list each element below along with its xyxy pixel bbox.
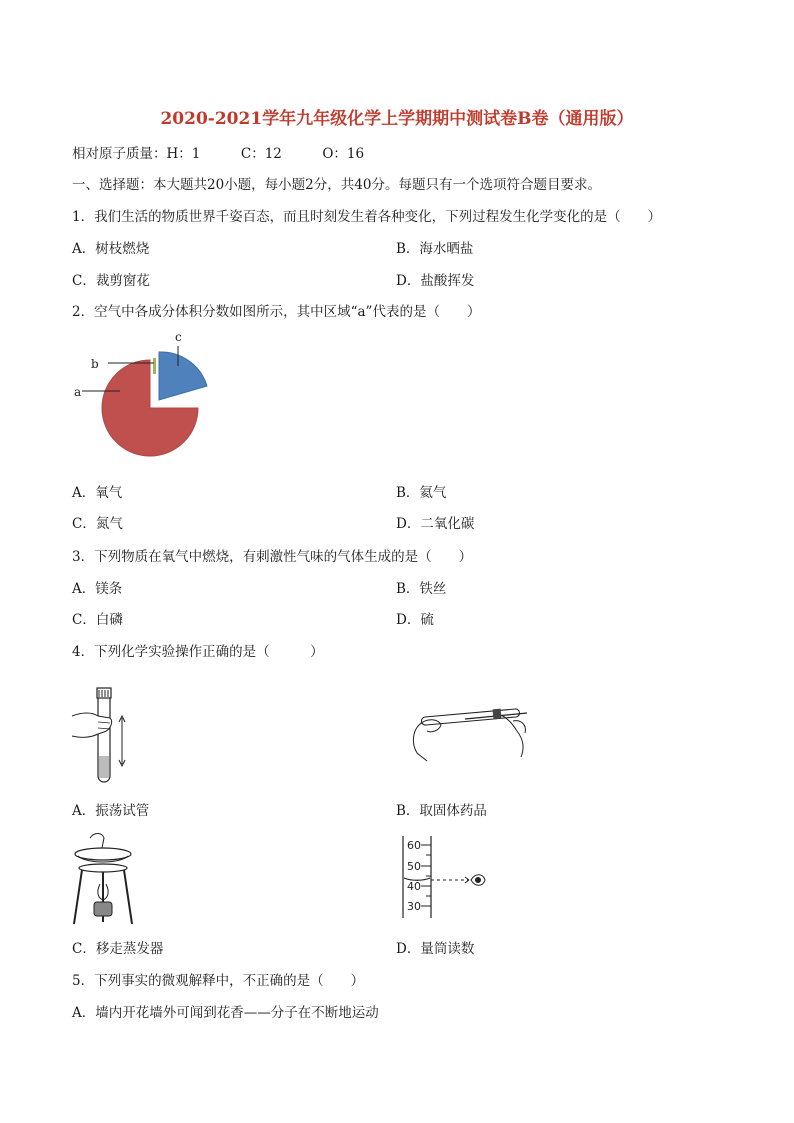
page-title: 2020-2021学年九年级化学上学期期中测试卷B卷（通用版） <box>160 109 634 129</box>
q3-stem: 3．下列物质在氧气中燃烧，有刺激性气味的气体生成的是（ ） <box>72 549 473 565</box>
section-heading: 一、选择题：本大题共20小题，每小题2分，共40分。每题只有一个选项符合题目要求。 <box>72 177 601 193</box>
q2-option-a: A．氧气 <box>72 485 123 501</box>
graduated-cylinder-figure <box>395 834 490 920</box>
pie-slice-b <box>153 358 156 374</box>
q2-option-d: D．二氧化碳 <box>396 516 475 532</box>
q3-option-a: A．镁条 <box>72 581 123 597</box>
q5-stem: 5．下列事实的微观解释中，不正确的是（ ） <box>72 973 365 989</box>
q4-option-d: D．量筒读数 <box>396 941 475 957</box>
cylinder-tick-40: 40 <box>407 880 421 893</box>
pie-slice-c <box>159 352 207 400</box>
q2-option-b: B．氦气 <box>396 485 447 501</box>
evaporating-dish-figure <box>68 832 138 932</box>
q4-option-a: A．振荡试管 <box>72 803 150 819</box>
q1-option-a: A．树枝燃烧 <box>72 241 150 257</box>
q3-option-c: C．白磷 <box>72 612 123 628</box>
pie-label-b: b <box>91 357 99 371</box>
pie-label-c: c <box>175 330 182 344</box>
q1-option-d: D．盐酸挥发 <box>396 273 475 289</box>
q5-option-a: A．墙内开花墙外可闻到花香——分子在不断地运动 <box>72 1005 379 1021</box>
q2-stem: 2．空气中各成分体积分数如图所示，其中区域“a”代表的是（ ） <box>72 304 481 320</box>
atomic-mass-note: 相对原子质量：H：1 C：12 O：16 <box>72 146 365 162</box>
q4-option-c: C．移走蒸发器 <box>72 941 164 957</box>
q4-stem: 4．下列化学实验操作正确的是（ ） <box>72 644 324 660</box>
q3-option-d: D．硫 <box>396 612 434 628</box>
pie-label-a: a <box>74 385 82 399</box>
q1-option-b: B．海水晒盐 <box>396 241 474 257</box>
solid-reagent-figure <box>405 695 535 770</box>
q3-option-b: B．铁丝 <box>396 581 447 597</box>
q1-stem: 1．我们生活的物质世界千姿百态，而且时刻发生着各种变化，下列过程发生化学变化的是（ ） <box>72 209 662 225</box>
air-composition-pie <box>68 328 218 473</box>
q4-option-b: B．取固体药品 <box>396 803 487 819</box>
q2-option-c: C．氮气 <box>72 516 123 532</box>
cylinder-tick-60: 60 <box>407 839 421 852</box>
q1-option-c: C．裁剪窗花 <box>72 273 150 289</box>
cylinder-tick-50: 50 <box>407 860 421 873</box>
cylinder-tick-30: 30 <box>407 900 421 913</box>
shake-test-tube-figure <box>70 686 130 786</box>
